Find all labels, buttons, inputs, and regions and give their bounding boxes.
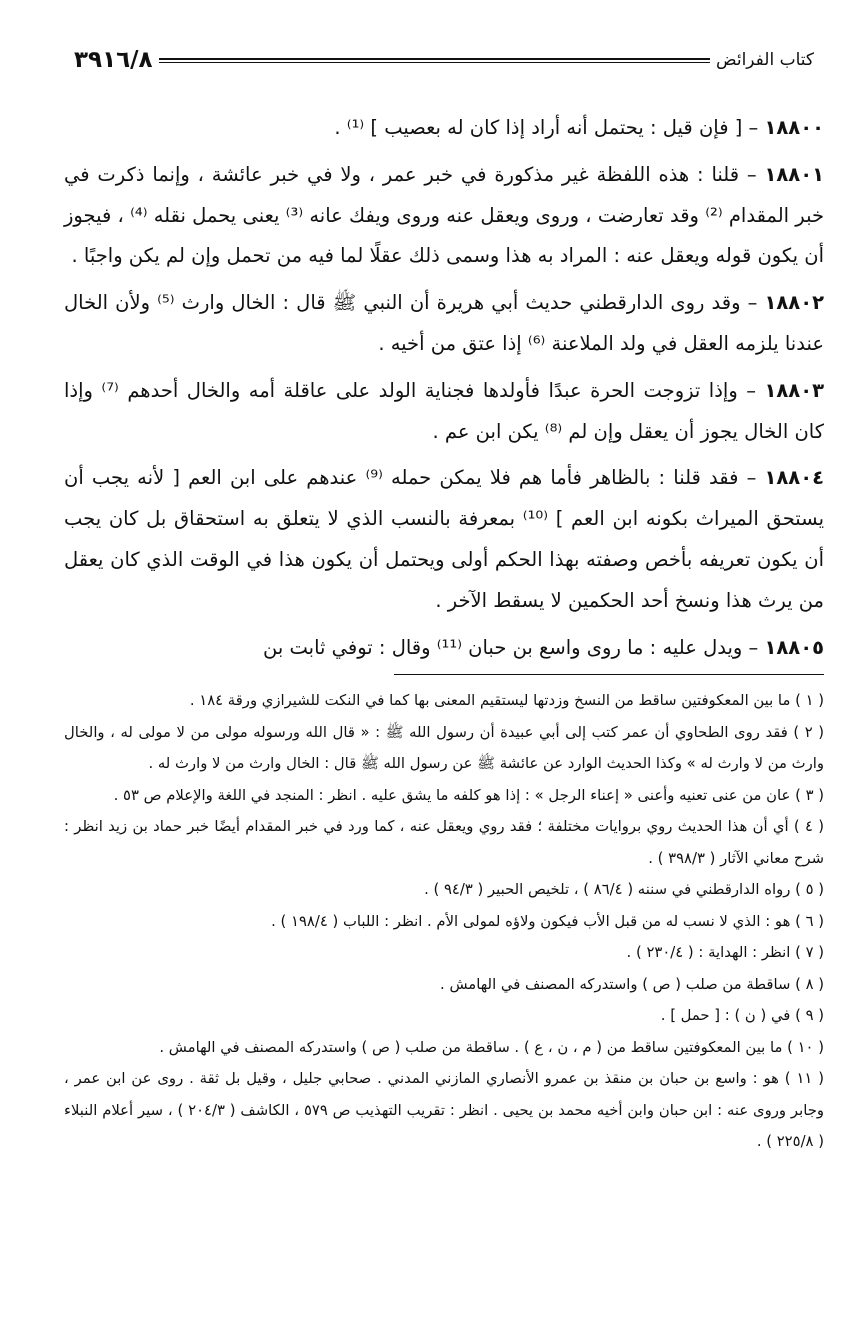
footnote-11: ( ١١ ) هو : واسع بن حبان بن منقذ بن عمرو الأنصاري المازني المدني . صحابي جليل ، وقيل بل ثقة . روى عن ابن عمر ، وجابر وروى عنه : ابن حبان وابن أخيه محمد بن يحيى . انظر : تقريب التهذيب ص ٥٧٩ ، الكاشف ( ٢٠٤/٣ ) ، سير أعلام النبلاء ( ٢٢٥/٨ ) . <box>64 1070 824 1151</box>
paragraph-number: ١٨٨٠٥ <box>764 635 824 659</box>
paragraph-number: ١٨٨٠٢ <box>764 291 824 315</box>
paragraph-18801 <box>64 155 824 277</box>
running-head <box>64 40 824 80</box>
paragraph-number: ١٨٨٠٤ <box>764 466 825 490</box>
footnote-5: ( ٥ ) رواه الدارقطني في سننه ( ٨٦/٤ ) ، تلخيص الحبير ( ٩٤/٣ ) . <box>424 881 824 899</box>
paragraph-number: ١٨٨٠٣ <box>764 378 824 402</box>
paragraph-18800 <box>64 108 824 149</box>
header-rule <box>159 58 710 63</box>
main-text <box>64 108 824 668</box>
footnote-4: ( ٤ ) أي أن هذا الحديث روي بروايات مختلفة ؛ فقد روي ويعقل عنه ، كما ورد في خبر المقدام أيضًا خبر حماد بن زيد انظر : شرح معاني الآثار ( ٣٩٨/٣ ) . <box>64 818 825 867</box>
paragraph-text: – وقد روى الدارقطني حديث أبي هريرة أن النبي ﷺ قال : الخال وارث ⁽⁵⁾ ولأن الخال عندنا يلزمه العقل في ولد الملاعنة ⁽⁶⁾ إذا عتق من أخيه . <box>64 291 824 355</box>
footnote-6: ( ٦ ) هو : الذي لا نسب له من قبل الأب فيكون ولاؤه لمولى الأم . انظر : اللباب ( ١٩٨/٤ ) . <box>271 912 824 930</box>
paragraph-18803 <box>64 371 824 453</box>
footnote-3: ( ٣ ) عان من عنى تعنيه وأعنى « إعناء الرجل » : إذا هو كلفه ما يشق عليه . انظر : المنجد في اللغة والإعلام ص ٥٣ . <box>113 786 824 804</box>
footnote-9: ( ٩ ) في ( ن ) : [ حمل ] . <box>660 1007 824 1025</box>
paragraph-18805 <box>64 628 824 669</box>
paragraph-text: – فقد قلنا : بالظاهر فأما هم فلا يمكن حمله ⁽⁹⁾ عندهم على ابن العم [ لأنه يجب أن يستحق الميراث بكونه ابن العم ] ⁽¹⁰⁾ بمعرفة بالنسب الذي لا يتعلق به استحقاق بل كان يجب أن يكون تعريفه بأخص وصفته بهذا الحكم أولى ويحتمل أن يكون هذا في الوقت الذي كان يعقل من يرث هذا ونسخ أحد الحكمين لا يسقط الآخر . <box>64 466 825 612</box>
paragraph-number: ١٨٨٠٠ <box>764 116 824 139</box>
footnote-8: ( ٨ ) ساقطة من صلب ( ص ) واستدركه المصنف في الهامش . <box>440 975 824 993</box>
book-title: كتاب الفرائض <box>716 50 814 70</box>
document-page <box>64 40 824 1158</box>
paragraph-text: – قلنا : هذه اللفظة غير مذكورة في خبر عمر ، ولا في خبر عائشة ، وإنما ذكرت في خبر المقدام ⁽²⁾ وقد تعارضت ، وروى ويعقل عنه وروى ويفك عانه ⁽³⁾ يعنى يحمل نقله ⁽⁴⁾ ، فيجوز أن يكون قوله ويعقل عنه : المراد به هذا وسمى ذلك عقلًا لما فيه من تحمل وإن لم يكن واجبًا . <box>64 162 825 268</box>
paragraph-text: – وإذا تزوجت الحرة عبدًا فأولدها فجناية الولد على عاقلة أمه والخال أحدهم ⁽⁷⁾ وإذا كان الخال يجوز أن يعقل وإن لم ⁽⁸⁾ يكن ابن عم . <box>64 378 824 443</box>
footnote-1: ( ١ ) ما بين المعكوفتين ساقط من النسخ وزدتها ليستقيم المعنى بها كما في النكت للشيرازي ورقة ١٨٤ . <box>189 692 824 710</box>
paragraph-text: – [ فإن قيل : يحتمل أنه أراد إذا كان له بعصيب ] ⁽¹⁾ . <box>334 116 759 139</box>
page-number: ٣٩١٦/٨ <box>74 47 153 73</box>
footnote-10: ( ١٠ ) ما بين المعكوفتين ساقط من ( م ، ن ، ع ) . ساقطة من صلب ( ص ) واستدركه المصنف في الهامش . <box>159 1038 824 1056</box>
paragraph-number: ١٨٨٠١ <box>764 162 825 186</box>
paragraph-18802 <box>64 283 824 365</box>
paragraph-text: – ويدل عليه : ما روى واسع بن حبان ⁽¹¹⁾ وقال : توفي ثابت بن <box>263 635 759 659</box>
footnote-7: ( ٧ ) انظر : الهداية : ( ٢٣٠/٤ ) . <box>626 944 824 962</box>
footnote-2: ( ٢ ) فقد روى الطحاوي أن عمر كتب إلى أبي عبيدة أن رسول الله ﷺ : « قال الله ورسوله مولى من لا مولى له ، والخال وارث من لا وارث له » وكذا الحديث الوارد عن عائشة ﷺ عن رسول الله ﷺ قال : الخال وارث من لا وارث له . <box>64 723 824 773</box>
footnote-separator <box>394 674 824 675</box>
footnotes <box>64 685 824 1158</box>
paragraph-18804 <box>64 458 824 621</box>
